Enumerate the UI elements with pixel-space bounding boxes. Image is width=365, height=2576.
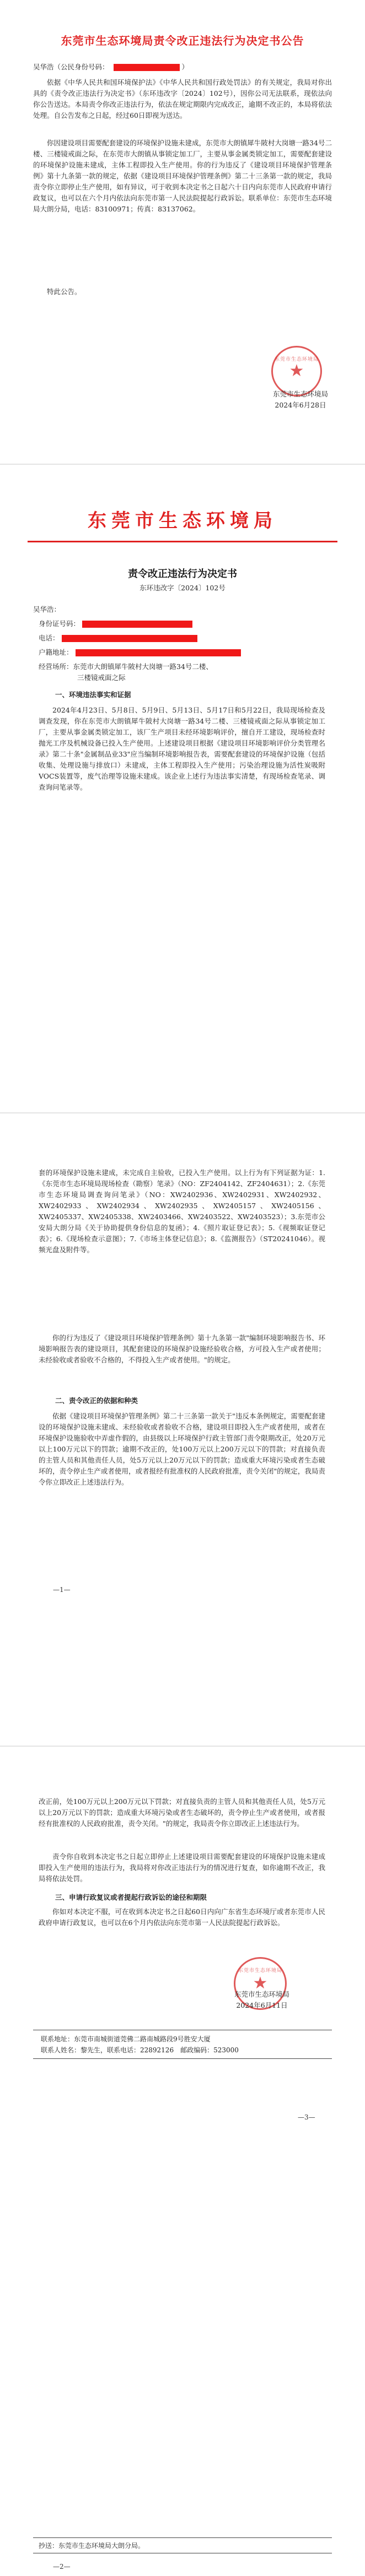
- notice-paragraph-3: 特此公告。: [47, 287, 82, 296]
- notice-signature-org: 东莞市生态环境局: [272, 390, 328, 398]
- decision-page2-paragraph-3: 依据《建设项目环境保护管理条例》第二十三条第一款关于"违反本条例规定，需要配套建设的环境保护设施未建成、未经验收或者验收不合格，建设项目即投入生产或者使用，或者在环境保护设施验收中弄虚作假的，由县级以上环境保护行政主管部门责令限期改正，处20万元以上100万元以下的罚款；逾期不改正的，处100万元以上200万元以下的罚款；对直接负责的主管人员和其他责任人员，处5万元以上20万元以下的罚款；造成重大环境污染或者生态破坏的，责令停止生产或者使用，或者报经有批准权的人民政府批准，责令关闭"的规定，我局责令你立即改正上述违法行为。: [39, 1412, 325, 1486]
- field-id-number: [39, 619, 192, 629]
- party-name-text: 吴华浩：: [33, 605, 61, 613]
- field-business-premises-cont: [77, 673, 126, 683]
- page-divider: [0, 464, 365, 465]
- field-phone-label: 电话：: [39, 634, 60, 642]
- field-business-premises-label: 经营场所：东莞市大朗镇犀牛陂村大岗塘一路34号二楼、: [39, 662, 213, 671]
- page-number-3: —3—: [298, 2113, 315, 2121]
- cc-line: 抄送：东莞市生态环境局大朗分局。: [39, 2542, 145, 2550]
- decision-signature-org: 东莞市生态环境局: [234, 1990, 289, 1998]
- decision-title: 责令改正违法行为决定书: [128, 568, 237, 580]
- decision-page2-paragraph-2: 你的行为违反了《建设项目环境保护管理条例》第十九条第一款"编制环境影响报告书、环境影响报告表的建设项目，其配套建设的环境保护设施经验收合格，方可投入生产或者使用；未经验收或者验收不合格的，不得投入生产或者使用。"的规定。: [39, 1334, 325, 1364]
- field-household-address-label: 户籍地址：: [39, 648, 73, 656]
- field-household-address: [39, 648, 241, 657]
- cc-top-rule: [33, 2537, 332, 2538]
- contact-person: 联系人姓名：黎先生，联系电话：22892126 邮政编码：523000: [41, 2046, 239, 2054]
- page-divider: [0, 1746, 365, 1747]
- decision-page1-paragraph: 2024年4月23日、5月8日、5月9日、5月13日、5月17日和5月22日，我局现场检查及调查发现，你在东莞市大朗镇犀牛陂村大岗塘一路34号二楼、三楼镜戒面之际从事锁定加工厂，主要从事金属类锁定加工，该厂生产项目未经环境影响评价，擅自开工建设，现场检查时抛光工序及机械设备已投入生产使用。上述建设项目根据《建设项目环境影响评价分类管理名录》第二十条"金属制品业33"应当编制环境影响报告表，需要配套建设的环境保护设施（包括收集、处理设施与排放口）未建成，主体工程即投入生产使用；污染治理设施为活性炭吸附VOCS装置等，废气治理等设施未建成。该企业上述行为违法事实清楚，有现场检查笔录、调查询问笔录等。: [39, 706, 325, 791]
- notice-signature-date: 2024年6月28日: [275, 401, 326, 409]
- notice-seal-text: 东莞市生态环境局: [274, 357, 319, 362]
- redaction-bar: [76, 649, 241, 656]
- decision-page3-paragraph-2: 责令你自收到本决定书之日起立即停止上述建设项目需要配套建设的环境保护设施未建成即投入生产使用的违法行为，我局将对你改正违法行为的情况进行复查，如你逾期不改正，我局将依法处罚。: [39, 1852, 325, 1883]
- decision-letterhead: 东莞市生态环境局: [88, 510, 277, 532]
- letterhead-red-rule: [28, 541, 337, 542]
- decision-signature-date: 2024年6月11日: [236, 2001, 288, 2009]
- page-number-2: —2—: [53, 2563, 71, 2570]
- section-1-heading: 一、环境违法事实和证据: [55, 691, 131, 699]
- contact-bottom-rule: [33, 2058, 332, 2059]
- page-divider: [0, 1112, 365, 1113]
- notice-salutation-text: 吴华浩（公民身份号码：: [33, 63, 109, 71]
- notice-paragraph-2: 你因建设项目需要配套建设的环境保护设施未建成，东莞市大朗镇犀牛陂村大岗塘一路34号二楼、三楼镜戒面之际，在东莞市大朗镇从事锁定加工厂，主要从事金属类锁定加工，需要配套建设的环境保护设施未建成，主体工程即投入生产使用。你的行为违反了《建设项目环境保护管理条例》第十九条第一款的规定，依据《建设项目环境保护管理条例》第二十三条第一款的规定，我局责令你立即停止生产使用，如有异议，可于收到本决定书之日起六十日内向东莞市人民政府申请行政复议，也可以在六个月内依法向东莞市第一人民法院提起行政诉讼。联系单位：东莞市生态环境局大朗分局，电话：83100971；传真：83137062。: [33, 139, 332, 213]
- decision-page3-paragraph-1: 改正前，处100万元以上200万元以下罚款；对直接负责的主管人员和其他责任人员，处5万元以上20万元以下的罚款；造成重大环境污染或者生态破坏的，责令停止生产或者使用，或者报经有批准权的人民政府批准，责令关闭。"的规定，我局责令你立即改正上述违法行为。: [39, 1797, 325, 1828]
- redaction-bar: [62, 635, 197, 642]
- section-2-heading: 二、责令改正的依据和种类: [55, 1396, 138, 1405]
- decision-signature: [221, 1989, 303, 2011]
- party-name: [33, 605, 61, 615]
- notice-signature: [259, 389, 342, 411]
- field-phone: [39, 633, 197, 643]
- field-business-premises: [39, 662, 213, 672]
- decision-page2-paragraph-1: 套的环境保护设施未建成，未完成自主验收，已投入生产使用。以上行为有下列证据为证：1.《东莞市生态环境局现场检查（勘察）笔录》（NO：ZF2404142、ZF2404631）；2.《东莞市生态环境局调查询问笔录》（NO：XW2402936、XW2402931、XW2402932、XW2402933、XW2402934、XW2402935、XW2405157、XW2405156、XW2405337、XW2405338、XW2403466、XW2403522、XW2403523）；3.东莞市公安局大朗分局《关于协助提供身份信息的复函》；4.《照片取证登记表》；5.《视频取证登记表》；6.《现场检查示意图》；7.《市场主体登记信息》；8.《监测报告》（ST20241046）。视频光盘及附件等。: [39, 1169, 325, 1254]
- decision-page3-paragraph-3: 你如对本决定不服，可在收到本决定书之日起60日内向广东省生态环境厅或者东莞市人民政府申请行政复议，也可以在6个月内依法向东莞市第一人民法院提起行政诉讼。: [39, 1907, 325, 1927]
- field-business-premises-cont-label: 三楼镜戒面之际: [77, 673, 126, 682]
- notice-paragraph-1: 依据《中华人民共和国环境保护法》《中华人民共和国行政处罚法》的有关规定，我局对你出具的《责令改正违法行为决定书》（东环违改字〔2024〕102号），因你公司无法联系，现依法向你公告送达。本局责令你改正违法行为，依法在规定期限内完成改正，逾期不改正的，本局将依法处理。自公告发布之日起，经过60日即视为送达。: [33, 78, 332, 119]
- page-number-1: —1—: [53, 1586, 71, 1594]
- notice-title: 东莞市生态环境局责令改正违法行为决定书公告: [61, 34, 304, 47]
- field-id-number-label: 身份证号码：: [39, 619, 80, 628]
- redaction-bar: [82, 621, 192, 628]
- decision-seal-text: 东莞市生态环境局: [238, 1968, 282, 1974]
- notice-sheet: [0, 0, 365, 457]
- contact-address: 联系地址：东莞市南城街道莞佛二路南城路段9号胜安大厦: [41, 2035, 211, 2043]
- seal-star-icon: ★: [289, 361, 304, 381]
- redaction-bar: [114, 64, 180, 71]
- decision-doc-number: 东环违改字〔2024〕102号: [139, 584, 226, 592]
- seal-star-icon: ★: [253, 1974, 268, 1993]
- section-3-heading: 三、申请行政复议或者提起行政诉讼的途径和期限: [55, 1893, 207, 1901]
- notice-salutation: 吴华浩（公民身份号码： ）: [33, 63, 189, 71]
